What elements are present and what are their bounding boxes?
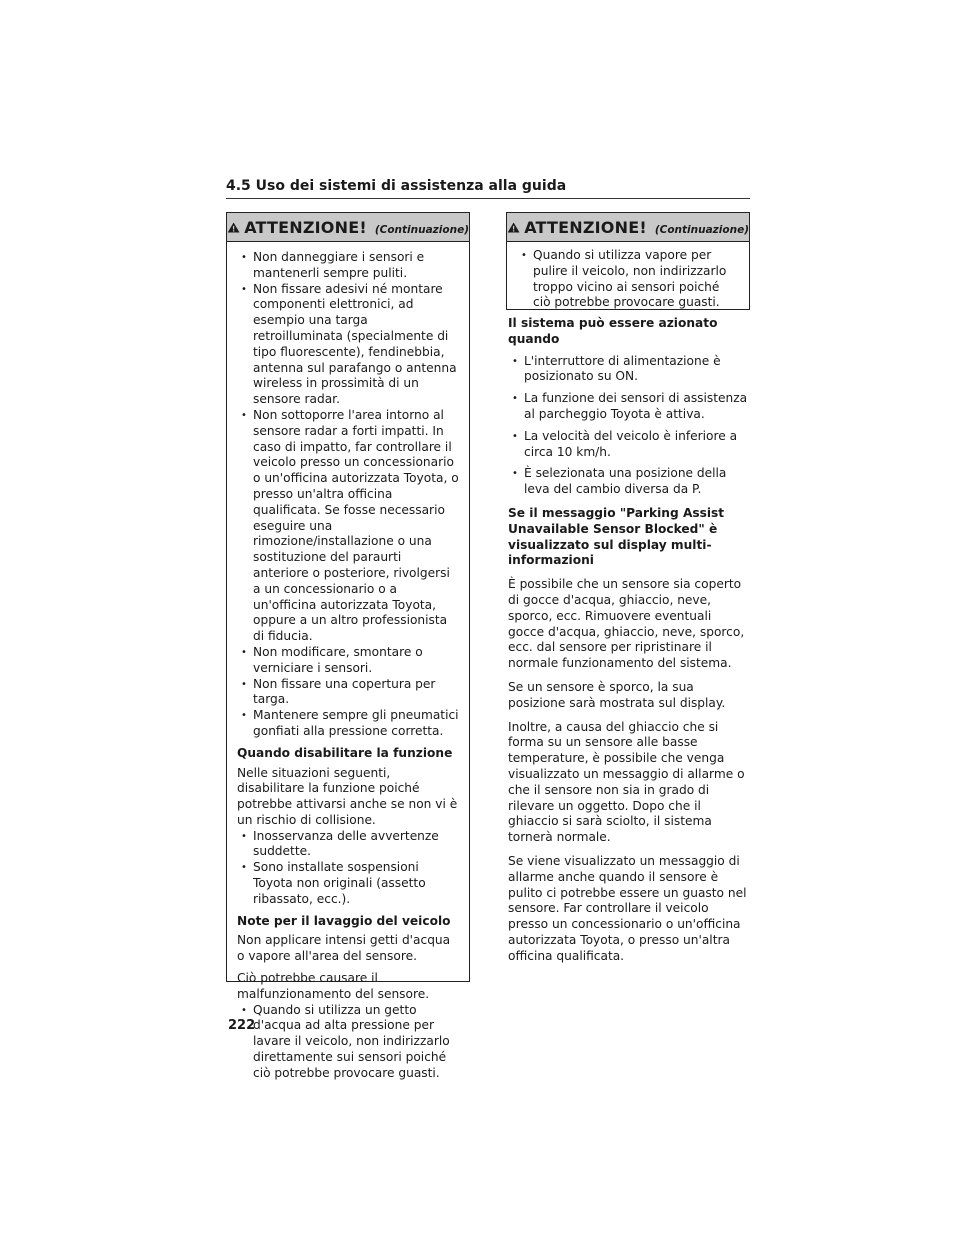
warning-continued-label: (Continuazione)	[654, 224, 749, 236]
list-item: • Non fissare una copertura per targa.	[237, 677, 459, 709]
warning-box-header	[507, 213, 749, 242]
heading-system-operate: Il sistema può essere azionato quando	[508, 316, 718, 346]
paragraph: Se viene visualizzato un messaggio di allarme anche quando il sensore è pulito ci potrebbe essere un guasto nel sensore. Far controllare il veicolo presso un concessionario o un'officina autorizzata Toyota, o presso un'altra officina qualificata.	[508, 853, 747, 963]
heading-sensor-blocked-message: Se il messaggio "Parking Assist Unavailable Sensor Blocked" è visualizzato sul display multi-informazioni	[508, 505, 725, 568]
warning-title: ATTENZIONE!	[524, 217, 647, 237]
text-wash-1: Non applicare intensi getti d'acqua o vapore all'area del sensore.	[237, 933, 451, 964]
list-item: • Non modificare, smontare o verniciare i sensori.	[237, 645, 459, 677]
wash-bullet-list	[237, 1003, 459, 1082]
warning-triangle-icon	[227, 219, 240, 236]
list-item: • Quando si utilizza un getto d'acqua ad alta pressione per lavare il veicolo, non indirizzarlo direttamente sui sensori poiché ciò potrebbe provocare guasti.	[237, 1003, 459, 1082]
warning-triangle-icon	[507, 219, 520, 236]
page-number: 222	[228, 1018, 256, 1033]
paragraph: Inoltre, a causa del ghiaccio che si forma su un sensore alle basse temperature, è possibile che venga visualizzato un messaggio di allarme o che il sensore non sia in grado di rilevare un oggetto. Dopo che il ghiaccio si sarà sciolto, il sistema tornerà normale.	[508, 719, 745, 845]
list-item: • Non fissare adesivi né montare componenti elettronici, ad esempio una targa retroilluminata (specialmente di tipo fluorescente), fendinebbia, antenna sul parafango o antenna wireless in prossimità di un sensore radar.	[237, 282, 459, 408]
right-column	[508, 316, 750, 972]
list-item: • Inosservanza delle avvertenze suddette.	[237, 829, 459, 861]
list-item: • Sono installate sospensioni Toyota non originali (assetto ribassato, ecc.).	[237, 860, 459, 907]
list-item: • Non sottoporre l'area intorno al sensore radar a forti impatti. In caso di impatto, far controllare il veicolo presso un concessionario o un'officina autorizzata Toyota, o presso un'altra officina qualificata. Se fosse necessario eseguire una rimozione/installazione o una sostituzione del paraurti anteriore o posteriore, rivolgersi a un concessionario o a un'officina autorizzata Toyota, oppure a un altro professionista di fiducia.	[237, 408, 459, 645]
warning-box-body	[227, 242, 469, 1092]
section-header: 4.5 Uso dei sistemi di assistenza alla guida	[226, 178, 750, 199]
list-item: • Quando si utilizza vapore per pulire il veicolo, non indirizzarlo troppo vicino ai sensori poiché ciò potrebbe provocare guasti.	[517, 248, 739, 311]
warning-bullet-list	[517, 248, 739, 311]
heading-disable-function: Quando disabilitare la funzione	[237, 745, 453, 760]
warning-continued-label: (Continuazione)	[374, 224, 469, 236]
warning-box-body	[507, 242, 749, 321]
text-disable-function: Nelle situazioni seguenti, disabilitare la funzione poiché potrebbe attivarsi anche se non vi è un rischio di collisione.	[237, 765, 458, 827]
paragraph: Se un sensore è sporco, la sua posizione sarà mostrata sul display.	[508, 679, 726, 710]
warning-box-header	[227, 213, 469, 242]
warning-title: ATTENZIONE!	[244, 217, 367, 237]
list-item: • La velocità del veicolo è inferiore a circa 10 km/h.	[508, 429, 750, 461]
list-item: • L'interruttore di alimentazione è posizionato su ON.	[508, 354, 750, 386]
heading-wash-notes: Note per il lavaggio del veicolo	[237, 913, 451, 928]
list-item: • Mantenere sempre gli pneumatici gonfiati alla pressione corretta.	[237, 708, 459, 740]
paragraph: È possibile che un sensore sia coperto di gocce d'acqua, ghiaccio, neve, sporco, ecc. Rimuovere eventuali gocce d'acqua, ghiaccio, neve, sporco, ecc. dal sensore per ripristinare il normale funzionamento del sistema.	[508, 577, 745, 671]
warning-box-right	[506, 212, 750, 310]
list-item: • La funzione dei sensori di assistenza al parcheggio Toyota è attiva.	[508, 391, 750, 423]
list-item: • È selezionata una posizione della leva del cambio diversa da P.	[508, 466, 750, 498]
disable-bullet-list	[237, 829, 459, 908]
text-wash-2: Ciò potrebbe causare il malfunzionamento del sensore.	[237, 971, 430, 1001]
warning-bullet-list	[237, 250, 459, 740]
operate-bullet-list	[508, 354, 750, 498]
list-item: • Non danneggiare i sensori e mantenerli sempre puliti.	[237, 250, 459, 282]
